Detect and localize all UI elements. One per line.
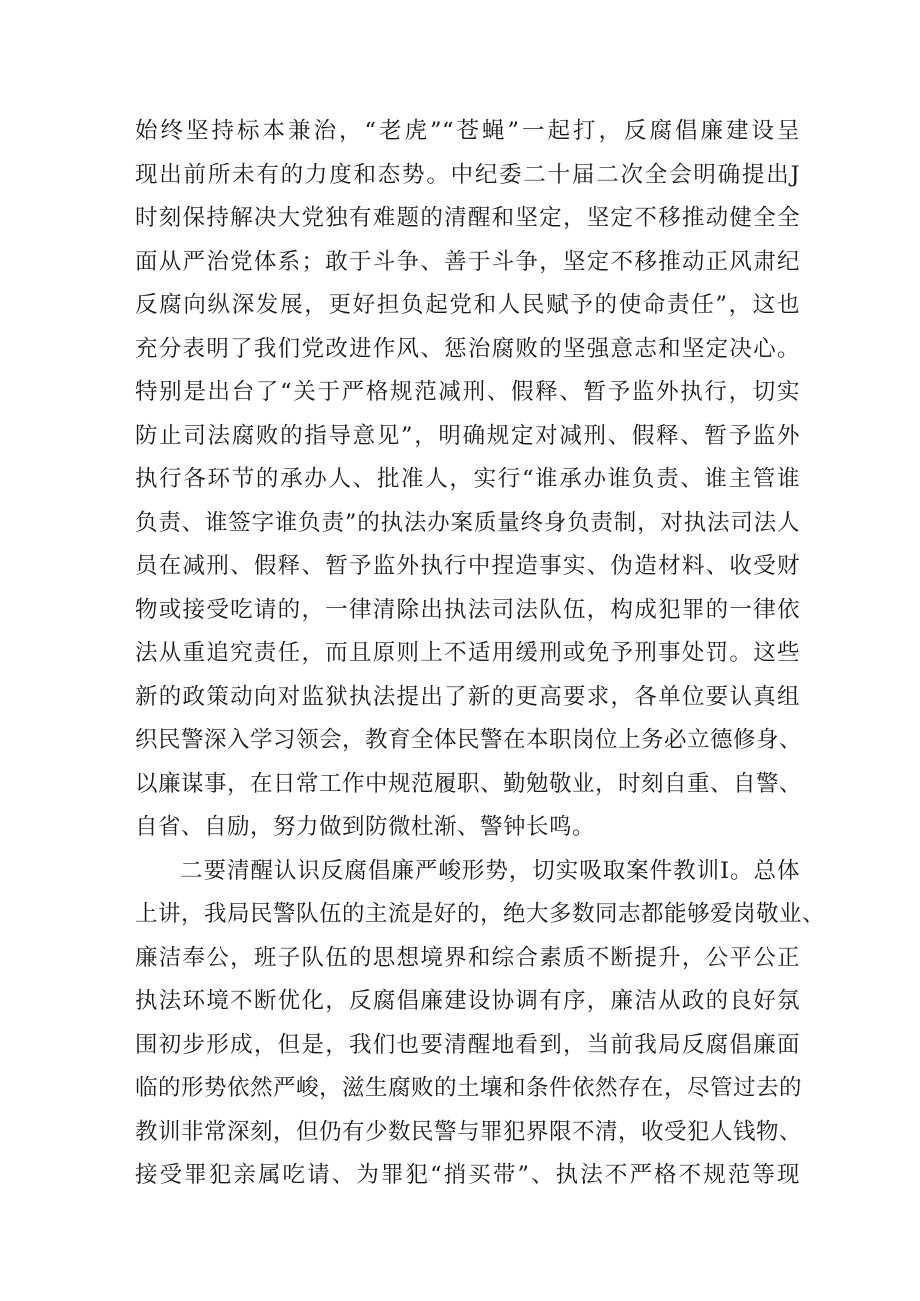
paragraph-start-line: 二要清醒认识反腐倡廉严峻形势，切实吸取案件教训I。总体 <box>180 857 800 884</box>
text-line: 特别是出台了“关于严格规范减刑、假释、暂予监外执行，切实 <box>135 379 800 405</box>
text-line: 时刻保持解决大党独有难题的清醒和坚定，坚定不移推动健全全 <box>135 205 800 231</box>
text-line: 临的形势依然严峻，滋生腐败的土壤和条件依然存在，尽管过去的 <box>135 1075 803 1101</box>
text-line: 执行各环节的承办人、批准人，实行“谁承办谁负责、谁主管谁 <box>135 466 800 492</box>
text-line: 反腐向纵深发展，更好担负起党和人民赋予的使命责任”，这也 <box>135 292 800 318</box>
text-line: 织民警深入学习领会，教育全体民警在本职岗位上务必立德修身、 <box>135 727 803 753</box>
text-line: 员在减刑、假释、暂予监外执行中捏造事实、伪造材料、收受财 <box>135 553 800 579</box>
text-line: 上讲，我局民警队伍的主流是好的，绝大多数同志都能够爱岗敬业、 <box>135 901 826 927</box>
text-line: 围初步形成，但是，我们也要清醒地看到，当前我局反腐倡廉面 <box>135 1031 800 1058</box>
text-line: 始终坚持标本兼治，“老虎”“苍蝇”一起打，反腐倡廉建设呈 <box>135 118 800 144</box>
text-line: 现出前所未有的力度和态势。中纪委二十届二次全会明确提出J <box>135 161 800 188</box>
text-line: 物或接受吃请的，一律清除出执法司法队伍，构成犯罪的一律依 <box>135 596 800 623</box>
text-line: 负责、谁签字谁负责”的执法办案质量终身负责制，对执法司法人 <box>135 509 800 536</box>
text-line: 充分表明了我们党改进作风、惩治腐败的坚强意志和坚定决心。 <box>135 335 800 362</box>
text-line: 防止司法腐败的指导意见”，明确规定对减刑、假释、暂予监外 <box>135 422 800 449</box>
text-line: 法从重追究责任，而且原则上不适用缓刑或免予刑事处罚。这些 <box>135 640 800 666</box>
text-line: 新的政策动向对监狱执法提出了新的更高要求，各单位要认真组 <box>135 683 800 710</box>
text-line: 执法环境不断优化，反腐倡廉建设协调有序，廉洁从政的良好氛 <box>135 988 800 1014</box>
text-line: 接受罪犯亲属吃请、为罪犯“捎买带”、执法不严格不规范等现 <box>135 1162 800 1188</box>
text-line: 廉洁奉公，班子队伍的思想境界和综合素质不断提升，公平公正 <box>135 944 800 971</box>
body-text <box>135 110 826 1198</box>
paragraph-end-line: 自省、自励，努力做到防微杜渐、警钟长鸣。 <box>135 814 596 840</box>
text-line: 教训非常深刻，但仍有少数民警与罪犯界限不清，收受犯人钱物、 <box>135 1118 803 1145</box>
text-line: 以廉谋事，在日常工作中规范履职、勤勉敬业，时刻自重、自警、 <box>135 770 803 797</box>
text-line: 面从严治党体系；敢于斗争、善于斗争，坚定不移推动正风肃纪 <box>135 248 800 275</box>
